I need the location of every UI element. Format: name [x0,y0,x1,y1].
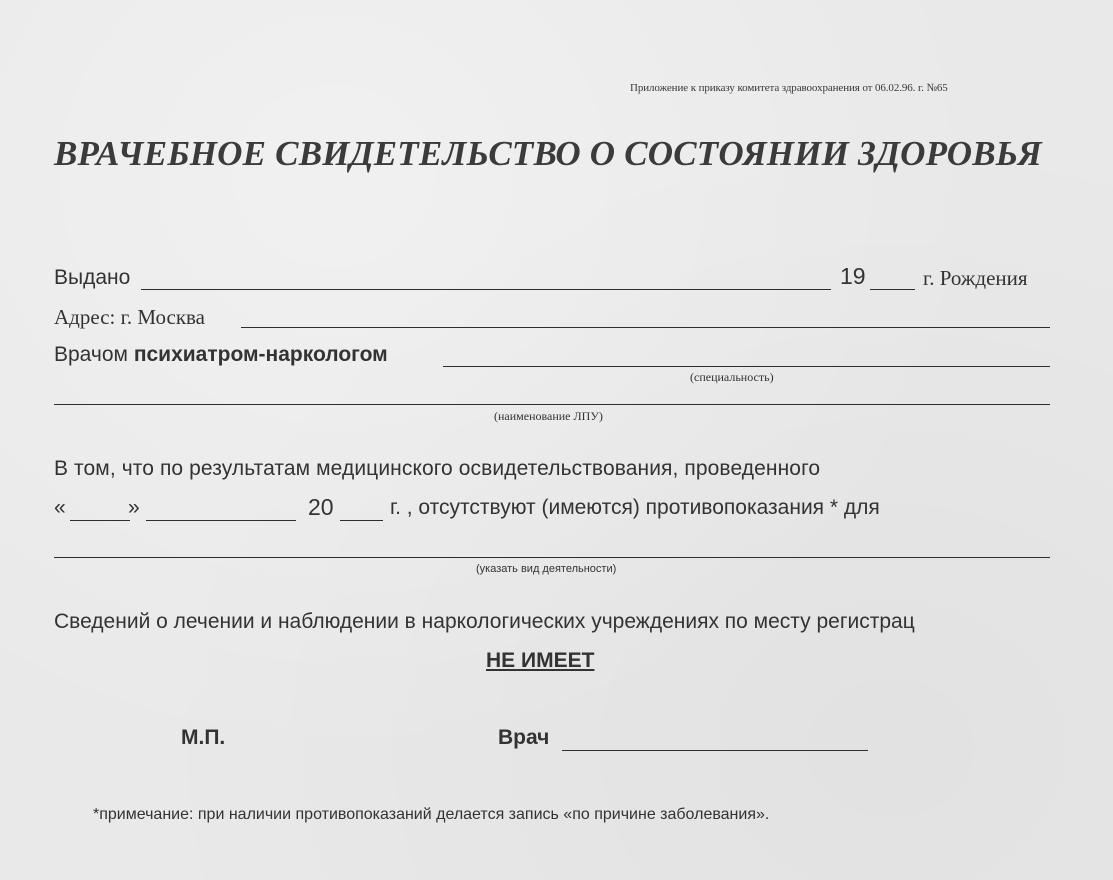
doctor-row [54,343,388,367]
stamp-label: М.П. [181,726,226,749]
status-value: НЕ ИМЕЕТ [486,649,595,672]
birth-label: г. Рождения [923,266,1028,290]
doctor-label: Врачом [54,343,128,366]
exam-day-field[interactable] [70,520,130,521]
exam-text: В том, что по результатам медицинского освидетельствования, проведенного [54,457,821,480]
address-field[interactable] [241,327,1050,328]
lpu-caption: (наименование ЛПУ) [494,409,603,423]
specialty-field[interactable] [443,366,1050,367]
contraindications-text: г. , отсутствуют (имеются) противопоказания * для [390,496,880,519]
exam-year-prefix: 20 [308,494,334,520]
address-label: Адрес: г. Москва [54,305,205,329]
birth-label-wrap [923,266,1053,294]
doctor-signature-field[interactable] [562,750,868,751]
specialty-caption: (специальность) [690,370,774,384]
doctor-specialty: психиатром-наркологом [133,343,388,366]
footer-note: *примечание: при наличии противопоказаний делается запись «по причине заболевания». [93,806,770,823]
issued-to-field[interactable] [141,289,831,290]
appendix-reference: Приложение к приказу комитета здравоохранения от 06.02.96. г. №65 [630,82,948,94]
birth-year-prefix: 19 [840,263,866,289]
lpu-field[interactable] [54,404,1050,405]
treatment-text-wrap [54,610,1051,640]
doctor-signature-label: Врач [498,726,550,749]
quote-close: » [128,496,140,519]
quote-open: « [54,496,66,519]
exam-month-field[interactable] [146,520,296,521]
birth-year-field[interactable] [870,289,915,290]
activity-caption: (указать вид деятельности) [476,563,617,575]
document-title: ВРАЧЕБНОЕ СВИДЕТЕЛЬСТВО О СОСТОЯНИИ ЗДОРОВЬЯ [54,134,1042,173]
activity-field[interactable] [54,557,1050,558]
treatment-text: Сведений о лечении и наблюдении в наркологических учреждениях по месту регистрац [54,610,915,633]
exam-year-field[interactable] [340,520,383,521]
issued-label: Выдано [54,266,131,289]
